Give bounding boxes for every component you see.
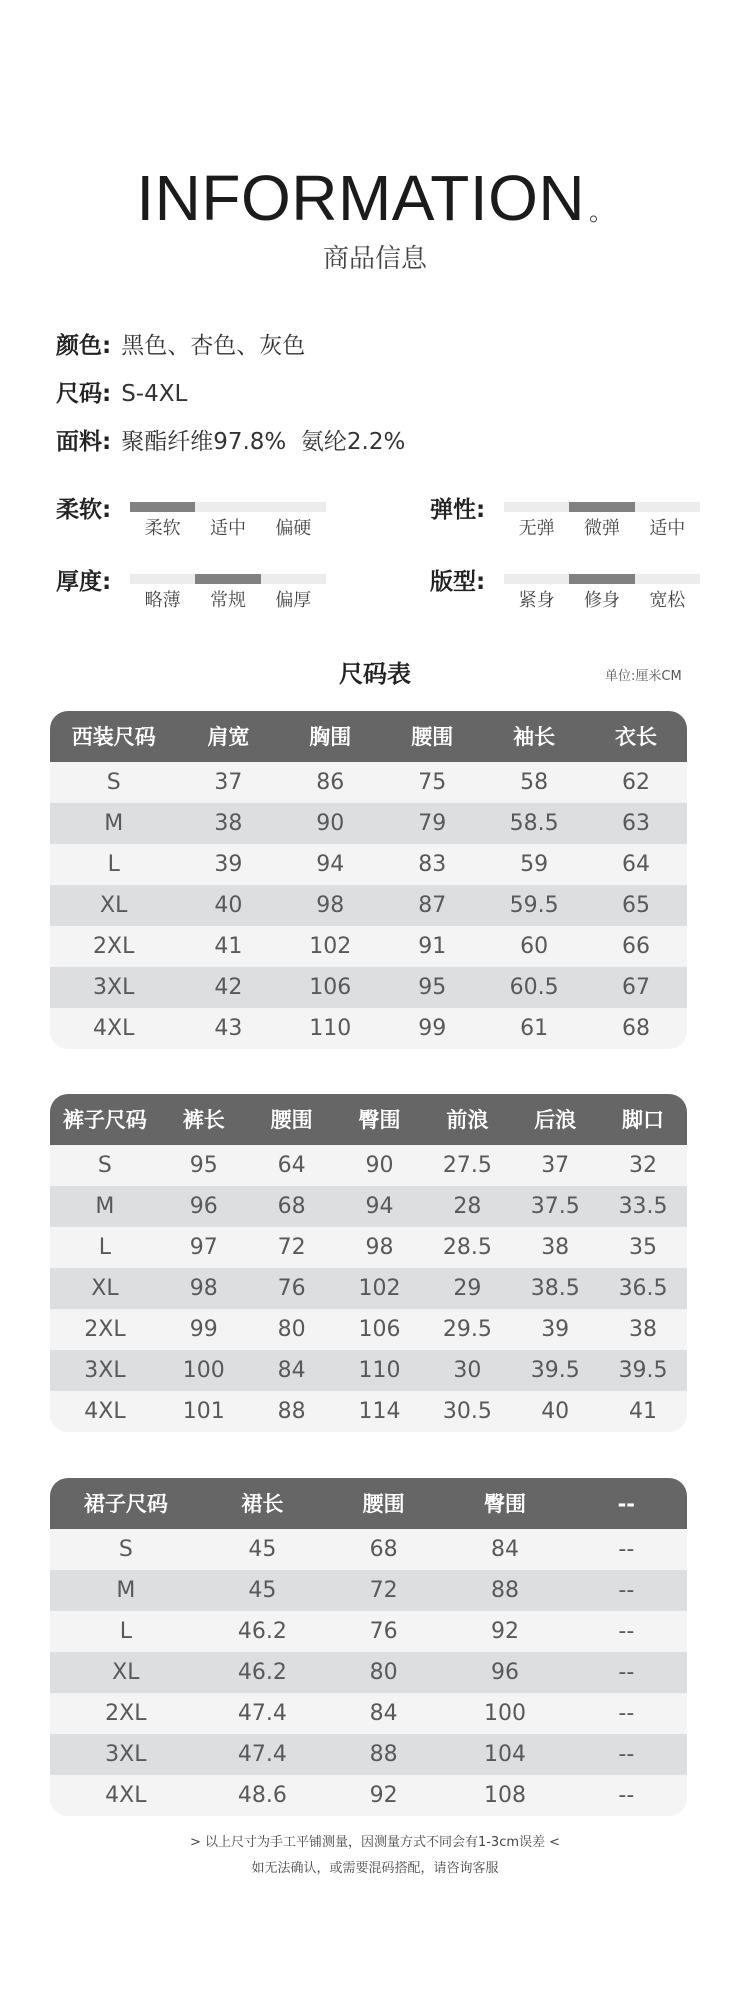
attr-fit-option: 修身 <box>583 590 620 611</box>
table-cell: 30.5 <box>442 1398 492 1424</box>
table-header-cell: 臀围 <box>483 1491 526 1516</box>
table-cell: 68 <box>369 1536 398 1562</box>
table-cell: 59 <box>520 851 549 877</box>
table-header-cell: 脚口 <box>622 1107 665 1132</box>
table-cell: 4XL <box>105 1782 147 1808</box>
info-color-row <box>56 330 305 362</box>
table-cell: 99 <box>189 1316 218 1342</box>
table-cell: 2XL <box>84 1316 126 1342</box>
table-cell: 60.5 <box>509 974 559 1000</box>
table-cell: 3XL <box>93 974 135 1000</box>
table-cell: 106 <box>358 1316 401 1342</box>
table-row <box>50 1570 687 1611</box>
table-cell: 76 <box>369 1618 398 1644</box>
table-cell: S <box>118 1536 133 1562</box>
table-cell: 95 <box>189 1152 218 1178</box>
attr-softness-option: 柔软 <box>144 518 181 539</box>
pants-size-table <box>50 1094 687 1432</box>
attr-thickness-bar <box>130 574 326 584</box>
table-cell: 91 <box>418 933 447 959</box>
attr-elasticity-seg <box>569 502 634 512</box>
suit-size-table <box>50 711 687 1049</box>
attr-elasticity-option: 适中 <box>649 518 686 539</box>
table-cell: 39.5 <box>618 1357 668 1383</box>
table-cell: 66 <box>622 933 651 959</box>
table-cell: 68 <box>622 1015 651 1041</box>
table-cell: 59.5 <box>509 892 559 918</box>
table-cell: 94 <box>316 851 345 877</box>
table-cell: 40 <box>214 892 243 918</box>
info-color-label: 颜色: <box>56 333 112 359</box>
table-header-cell: 腰围 <box>270 1107 313 1132</box>
table-cell: L <box>119 1618 132 1644</box>
table-cell: 4XL <box>93 1015 135 1041</box>
attr-elasticity-seg <box>635 502 700 512</box>
table-header-cell: 后浪 <box>534 1107 577 1132</box>
table-cell: 36.5 <box>618 1275 668 1301</box>
skirt-size-table <box>50 1478 687 1816</box>
table-cell: 83 <box>418 851 447 877</box>
table-cell: M <box>95 1193 115 1219</box>
info-fabric-row <box>56 426 405 458</box>
table-header-cell: 腰围 <box>362 1491 405 1516</box>
table-header-cell: 臀围 <box>358 1107 401 1132</box>
table-cell: 27.5 <box>442 1152 492 1178</box>
table-row <box>50 1652 687 1693</box>
attr-elasticity-option: 无弹 <box>518 518 555 539</box>
table-cell: 39 <box>214 851 243 877</box>
table-cell: -- <box>618 1700 635 1726</box>
table-cell: -- <box>618 1741 635 1767</box>
table-cell: -- <box>618 1577 635 1603</box>
attr-thickness-option: 略薄 <box>144 590 181 611</box>
table-cell: 86 <box>316 769 345 795</box>
table-cell: 101 <box>182 1398 225 1424</box>
attr-elasticity-bar <box>504 502 700 512</box>
table-cell: -- <box>618 1782 635 1808</box>
table-cell: S <box>106 769 121 795</box>
table-header-row <box>50 1478 687 1529</box>
table-cell: 32 <box>629 1152 658 1178</box>
attr-fit-bar <box>504 574 700 584</box>
table-cell: 76 <box>277 1275 306 1301</box>
table-cell: 98 <box>365 1234 394 1260</box>
table-cell: 102 <box>309 933 352 959</box>
table-row <box>50 1693 687 1734</box>
table-cell: 47.4 <box>237 1741 287 1767</box>
table-cell: M <box>116 1577 136 1603</box>
table-row <box>50 926 687 967</box>
info-size-row <box>56 378 187 410</box>
table-cell: 38 <box>541 1234 570 1260</box>
table-row <box>50 885 687 926</box>
table-cell: 84 <box>277 1357 306 1383</box>
attr-fit-seg <box>635 574 700 584</box>
attr-softness-option: 偏硬 <box>275 518 312 539</box>
table-cell: 35 <box>629 1234 658 1260</box>
table-cell: -- <box>618 1618 635 1644</box>
table-cell: 42 <box>214 974 243 1000</box>
table-cell: M <box>104 810 124 836</box>
table-cell: 37.5 <box>530 1193 580 1219</box>
table-cell: 90 <box>316 810 345 836</box>
table-cell: 100 <box>483 1700 526 1726</box>
size-chart-unit: 单位:厘米CM <box>605 669 682 684</box>
table-header-cell: 袖长 <box>513 724 556 749</box>
table-cell: S <box>97 1152 112 1178</box>
table-header-cell: -- <box>617 1491 636 1516</box>
table-cell: 97 <box>189 1234 218 1260</box>
attr-fit-option: 紧身 <box>518 590 555 611</box>
table-row <box>50 1611 687 1652</box>
table-header-cell: 裤子尺码 <box>62 1107 147 1132</box>
table-cell: 67 <box>622 974 651 1000</box>
table-cell: 41 <box>629 1398 658 1424</box>
info-fabric-value: 聚酯纤维97.8% 氨纶2.2% <box>121 429 406 455</box>
table-cell: 46.2 <box>237 1618 287 1644</box>
table-row <box>50 1309 687 1350</box>
table-cell: 29 <box>453 1275 482 1301</box>
attr-thickness <box>56 566 356 626</box>
table-row <box>50 1008 687 1049</box>
table-cell: 40 <box>541 1398 570 1424</box>
attr-elasticity <box>430 494 730 554</box>
table-cell: 43 <box>214 1015 243 1041</box>
info-size-label: 尺码: <box>56 381 112 407</box>
table-cell: 60 <box>520 933 549 959</box>
table-row <box>50 1529 687 1570</box>
table-cell: 41 <box>214 933 243 959</box>
table-row <box>50 1734 687 1775</box>
table-header-cell: 裤长 <box>182 1107 225 1132</box>
table-cell: 87 <box>418 892 447 918</box>
table-cell: 47.4 <box>237 1700 287 1726</box>
table-cell: 84 <box>369 1700 398 1726</box>
table-cell: 61 <box>520 1015 549 1041</box>
table-row <box>50 967 687 1008</box>
table-row <box>50 1350 687 1391</box>
table-cell: 114 <box>358 1398 401 1424</box>
attr-elasticity-option: 微弹 <box>583 518 620 539</box>
table-cell: 29.5 <box>442 1316 492 1342</box>
table-cell: 39.5 <box>530 1357 580 1383</box>
table-cell: 46.2 <box>237 1659 287 1685</box>
table-cell: XL <box>100 892 128 918</box>
attr-softness-seg <box>130 502 195 512</box>
page-title-dot: 。 <box>589 199 614 226</box>
table-cell: 38.5 <box>530 1275 580 1301</box>
table-cell: 92 <box>369 1782 398 1808</box>
table-cell: 100 <box>182 1357 225 1383</box>
table-cell: 98 <box>316 892 345 918</box>
table-cell: 79 <box>418 810 447 836</box>
table-cell: 65 <box>622 892 651 918</box>
table-cell: 45 <box>248 1536 277 1562</box>
table-cell: 75 <box>418 769 447 795</box>
table-cell: 38 <box>629 1316 658 1342</box>
table-cell: XL <box>112 1659 140 1685</box>
attr-thickness-option: 偏厚 <box>275 590 312 611</box>
table-cell: 62 <box>622 769 651 795</box>
attr-softness <box>56 494 356 554</box>
table-cell: 96 <box>490 1659 519 1685</box>
attr-fit <box>430 566 730 626</box>
attr-softness-label: 柔软: <box>56 497 112 523</box>
table-cell: 64 <box>622 851 651 877</box>
page-title-text: INFORMATION <box>136 162 586 234</box>
table-cell: 106 <box>309 974 352 1000</box>
table-cell: XL <box>91 1275 119 1301</box>
table-cell: 58.5 <box>509 810 559 836</box>
attr-thickness-seg <box>130 574 195 584</box>
table-cell: 88 <box>369 1741 398 1767</box>
table-cell: 30 <box>453 1357 482 1383</box>
table-cell: 37 <box>214 769 243 795</box>
table-cell: 90 <box>365 1152 394 1178</box>
table-cell: 92 <box>490 1618 519 1644</box>
table-cell: 48.6 <box>237 1782 287 1808</box>
table-cell: -- <box>618 1536 635 1562</box>
table-cell: 80 <box>369 1659 398 1685</box>
table-header-cell: 裙长 <box>241 1491 284 1516</box>
attr-fit-seg <box>569 574 634 584</box>
attr-fit-seg <box>504 574 569 584</box>
attr-thickness-option: 常规 <box>209 590 246 611</box>
attr-fit-option: 宽松 <box>649 590 686 611</box>
attr-softness-option: 适中 <box>209 518 246 539</box>
table-cell: 64 <box>277 1152 306 1178</box>
table-cell: 4XL <box>84 1398 126 1424</box>
table-header-cell: 衣长 <box>615 724 658 749</box>
attr-softness-seg <box>195 502 260 512</box>
table-cell: L <box>98 1234 112 1260</box>
table-row <box>50 762 687 803</box>
attr-elasticity-label: 弹性: <box>430 497 486 523</box>
table-cell: 72 <box>369 1577 398 1603</box>
attr-softness-bar <box>130 502 326 512</box>
attr-thickness-seg <box>195 574 260 584</box>
table-cell: 99 <box>418 1015 447 1041</box>
attr-fit-label: 版型: <box>430 569 486 595</box>
table-header-cell: 裙子尺码 <box>83 1491 168 1516</box>
table-row <box>50 1268 687 1309</box>
page-title <box>0 160 750 251</box>
table-cell: 96 <box>189 1193 218 1219</box>
table-cell: L <box>107 851 120 877</box>
table-cell: 28 <box>453 1193 482 1219</box>
table-row <box>50 803 687 844</box>
table-cell: 2XL <box>93 933 135 959</box>
table-row <box>50 1775 687 1816</box>
table-row <box>50 1145 687 1186</box>
table-row <box>50 1186 687 1227</box>
table-cell: 80 <box>277 1316 306 1342</box>
table-cell: 63 <box>622 810 651 836</box>
table-row <box>50 844 687 885</box>
attr-thickness-label: 厚度: <box>56 569 112 595</box>
table-row <box>50 1391 687 1432</box>
table-cell: 68 <box>277 1193 306 1219</box>
info-fabric-label: 面料: <box>56 429 112 455</box>
table-cell: 33.5 <box>618 1193 668 1219</box>
table-cell: 45 <box>248 1577 277 1603</box>
table-cell: 72 <box>277 1234 306 1260</box>
table-cell: 88 <box>490 1577 519 1603</box>
page-subtitle: 商品信息 <box>322 244 427 274</box>
table-row <box>50 1227 687 1268</box>
table-cell: 102 <box>358 1275 401 1301</box>
attr-softness-seg <box>261 502 326 512</box>
table-header-cell: 腰围 <box>411 724 454 749</box>
table-cell: 38 <box>214 810 243 836</box>
table-cell: 2XL <box>105 1700 147 1726</box>
table-cell: 58 <box>520 769 549 795</box>
table-cell: 3XL <box>105 1741 147 1767</box>
table-cell: 39 <box>541 1316 570 1342</box>
size-chart-title: 尺码表 <box>339 660 411 688</box>
table-header-row <box>50 1094 687 1145</box>
table-header-cell: 前浪 <box>446 1107 489 1132</box>
table-cell: 110 <box>358 1357 401 1383</box>
table-cell: 37 <box>541 1152 570 1178</box>
info-color-value: 黑色、杏色、灰色 <box>121 333 306 359</box>
contact-note: 如无法确认，或需要混码搭配，请咨询客服 <box>251 1861 499 1876</box>
table-cell: 110 <box>309 1015 352 1041</box>
attr-thickness-seg <box>261 574 326 584</box>
table-header-cell: 肩宽 <box>207 724 250 749</box>
table-header-row <box>50 711 687 762</box>
measurement-note: > 以上尺寸为手工平铺测量，因测量方式不同会有1-3cm误差 < <box>189 1835 561 1850</box>
table-cell: 95 <box>418 974 447 1000</box>
table-header-cell: 西装尺码 <box>71 724 156 749</box>
attr-elasticity-seg <box>504 502 569 512</box>
table-cell: 84 <box>490 1536 519 1562</box>
table-cell: -- <box>618 1659 635 1685</box>
table-cell: 98 <box>189 1275 218 1301</box>
table-cell: 88 <box>277 1398 306 1424</box>
table-header-cell: 胸围 <box>309 724 352 749</box>
table-cell: 94 <box>365 1193 394 1219</box>
table-cell: 108 <box>483 1782 526 1808</box>
info-size-value: S-4XL <box>121 381 188 407</box>
table-cell: 3XL <box>84 1357 126 1383</box>
table-cell: 28.5 <box>442 1234 492 1260</box>
table-cell: 104 <box>483 1741 526 1767</box>
